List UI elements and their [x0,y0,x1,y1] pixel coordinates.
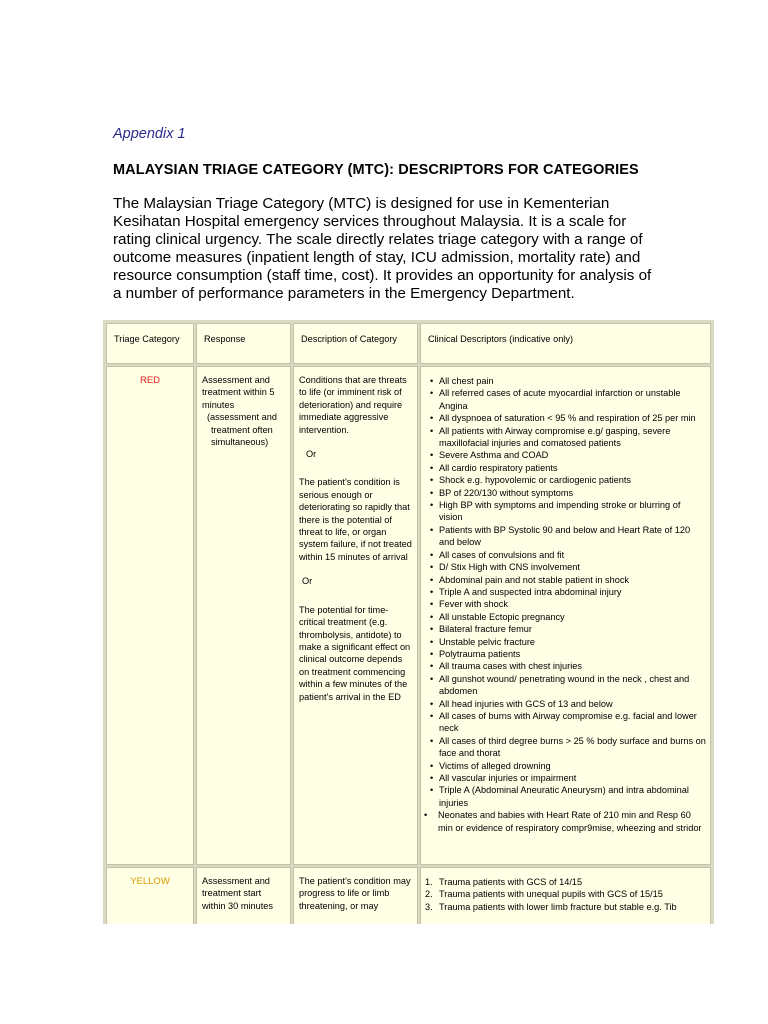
descriptor-item: • All cardio respiratory patients [428,462,706,474]
description-or: Or [306,449,317,460]
descriptor-item: • All unstable Ectopic pregnancy [428,611,706,623]
category-red: RED [106,366,194,865]
descriptor-item: • Shock e.g. hypovolemic or cardiogenic patients [428,474,706,486]
descriptor-text: Trauma patients with lower limb fracture but stable e.g. Tib [439,901,677,912]
response-line: within 30 minutes [202,900,273,911]
response-line: (assessment and [207,412,277,423]
descriptor-item: • All vascular injuries or impairment [428,772,706,784]
descriptor-item [425,888,706,900]
description-red [293,366,418,865]
response-line: minutes [202,399,235,410]
response-line: treatment often [211,424,273,435]
intro-line: rating clinical urgency. The scale directly relates triage category with a range of [113,231,643,249]
descriptor-item: • Neonates and babies with Heart Rate of 210 min and Resp 60 min or evidence of respiratory compr9mise, wheezing and stridor [421,809,706,834]
descriptor-number: 3. [425,901,433,912]
descriptor-item: • Abdominal pain and not stable patient in shock [428,574,706,586]
descriptor-text: Trauma patients with unequal pupils with GCS of 15/15 [439,889,663,900]
descriptor-text: Trauma patients with GCS of 14/15 [439,877,583,887]
descriptor-item: • Bilateral fracture femur [428,623,706,635]
descriptor-item [425,901,706,913]
descriptor-list [421,868,710,913]
intro-line: resource consumption (staff time, cost). It provides an opportunity for analysis of [113,267,652,285]
descriptor-item: • High BP with symptoms and impending stroke or blurring of vision [428,499,706,524]
intro-line: a number of performance parameters in the Emergency Department. [113,285,575,303]
header-description: Description of Category [293,323,418,364]
intro-line: The Malaysian Triage Category (MTC) is designed for use in Kementerian [113,195,610,212]
response-line: treatment start [202,888,262,899]
descriptors-yellow [420,867,711,924]
response-yellow [196,867,291,924]
descriptor-list [421,367,710,834]
response-red [196,366,291,865]
descriptor-item [425,876,706,888]
descriptor-item: • All patients with Airway compromise e.g/ gasping, severe maxillofacial injuries and comatosed patients [428,425,706,450]
description-or: Or [302,576,313,587]
descriptor-item: • Triple A and suspected intra abdominal injury [428,586,706,598]
descriptor-number: 1. [425,877,433,887]
descriptor-item: • All referred cases of acute myocardial infarction or unstable Angina [428,387,706,412]
descriptor-item: • BP of 220/130 without symptoms [428,487,706,499]
description-paragraph: Conditions that are threats to life (or imminent risk of deterioration) and require immediate aggressive intervention. [299,375,407,435]
descriptor-item: • Polytrauma patients [428,648,706,660]
description-paragraph: The potential for time-critical treatment (e.g. thrombolysis, antidote) to make a significant effect on clinical outcome depends on treatment commencing within a few minutes of the patient's arrival in the ED [299,604,411,702]
descriptor-item: • Severe Asthma and COAD [428,449,706,461]
description-paragraph: The patient's condition is serious enough or deteriorating so rapidly that there is the potential of threat to life, or organ system failure, if not treated within 15 minutes of arrival [299,477,412,562]
descriptor-item: • Triple A (Abdominal Aneuratic Aneurysm) and intra abdominal injuries [428,784,706,809]
header-response: Response [196,323,291,364]
descriptor-item: • D/ Stix High with CNS involvement [428,561,706,573]
intro-paragraph [113,195,673,304]
descriptor-item: • All head injuries with GCS of 13 and below [428,698,706,710]
triage-table [103,320,714,924]
descriptors-red [420,366,711,865]
document-title: MALAYSIAN TRIAGE CATEGORY (MTC): DESCRIPTORS FOR CATEGORIES [113,162,639,178]
appendix-label: Appendix 1 [113,126,186,142]
descriptor-item: • Victims of alleged drowning [428,760,706,772]
header-clinical-descriptors: Clinical Descriptors (indicative only) [420,323,711,364]
response-line: simultaneous) [211,437,269,448]
header-triage-category: Triage Category [106,323,194,364]
descriptor-item: • All gunshot wound/ penetrating wound in the neck , chest and abdomen [428,673,706,698]
descriptor-item: • Fever with shock [428,598,706,610]
descriptor-item: • All dyspnoea of saturation < 95 % and respiration of 25 per min [428,412,706,424]
descriptor-item: • All cases of third degree burns > 25 % body surface and burns on face and thorat [428,735,706,760]
descriptor-number: 2. [425,889,433,900]
intro-line: Kesihatan Hospital emergency services throughout Malaysia. It is a scale for [113,213,627,231]
descriptor-item: • All trauma cases with chest injuries [428,660,706,672]
descriptor-item: • Patients with BP Systolic 90 and below and Heart Rate of 120 and below [428,524,706,549]
descriptor-item: • All cases of convulsions and fit [428,549,706,561]
response-line: Assessment and [202,876,270,886]
response-line: treatment within 5 [202,387,275,398]
descriptor-item: • Unstable pelvic fracture [428,636,706,648]
description-paragraph: The patient's condition may progress to life or limb threatening, or may [299,876,411,911]
category-yellow: YELLOW [106,867,194,924]
response-line: Assessment and [202,375,270,385]
descriptor-item: • All chest pain [428,375,706,387]
description-yellow [293,867,418,924]
descriptor-item: • All cases of burns with Airway compromise e.g. facial and lower neck [428,710,706,735]
intro-line: outcome measures (inpatient length of stay, ICU admission, mortality rate) and [113,249,641,267]
